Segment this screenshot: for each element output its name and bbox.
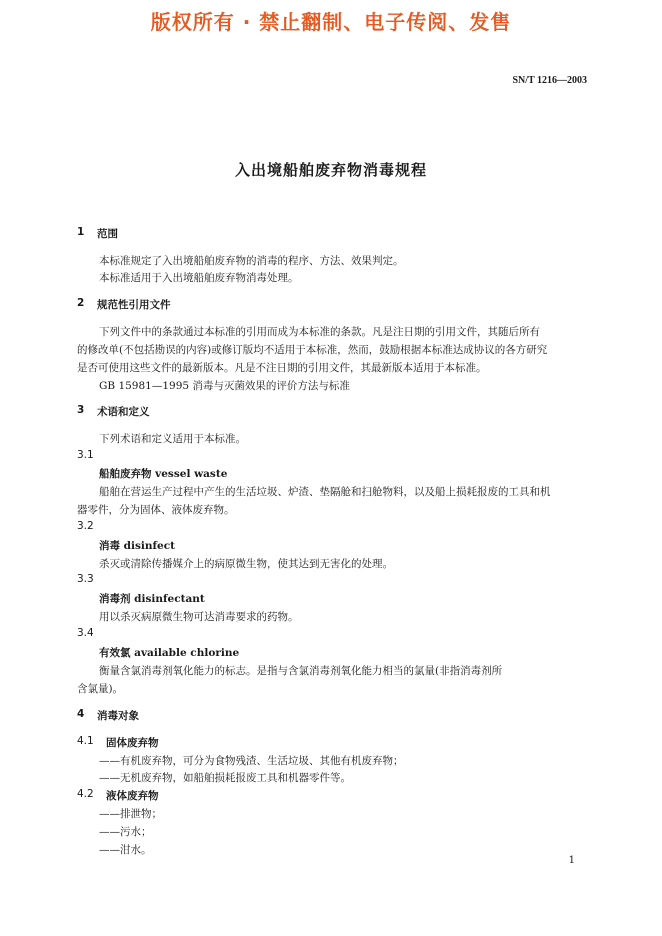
subsection-4-1-title: 固体废弃物: [106, 737, 159, 749]
subsection-4-1-number: 4.1: [77, 735, 94, 747]
term-3-2-definition: 杀灭或清除传播媒介上的病原微生物，使其达到无害化的处理。: [99, 558, 393, 570]
term-3-2-number: 3.2: [77, 520, 94, 532]
term-3-4-definition-line-2: 含氯量)。: [77, 683, 124, 695]
section-2-reference: GB 15981—1995 消毒与灭菌效果的评价方法与标准: [99, 380, 350, 392]
subsection-4-1-item-2: ——无机废弃物，如船舶损耗报废工具和机器零件等。: [99, 772, 351, 784]
subsection-4-2-item-2: ——污水；: [99, 826, 152, 838]
term-3-2-title: 消毒 disinfect: [99, 540, 175, 552]
copyright-banner: 版权所有 · 禁止翻制、电子传阅、发售: [150, 10, 512, 34]
section-2-paragraph-line-3: 是否可使用这些文件的最新版本。凡是不注日期的引用文件，其最新版本适用于本标准。: [77, 362, 487, 374]
section-1-number: 1: [77, 226, 85, 238]
standard-code: SN/T 1216—2003: [512, 75, 587, 86]
section-2-paragraph-line-1: 下列文件中的条款通过本标准的引用而成为本标准的条款。凡是注日期的引用文件，其随后所有: [99, 326, 540, 338]
section-1-paragraph-2: 本标准适用于入出境船舶废弃物消毒处理。: [99, 272, 299, 284]
subsection-4-2-item-1: ——排泄物；: [99, 808, 162, 820]
section-2-paragraph-line-2: 的修改单(不包括勘误的内容)或修订版均不适用于本标准，然而，鼓励根据本标准达成协议的各方研究: [77, 344, 548, 356]
term-3-3-number: 3.3: [77, 573, 94, 585]
page-number: 1: [568, 855, 575, 866]
term-3-1-title: 船舶废弃物 vessel waste: [99, 468, 228, 480]
term-3-4-number: 3.4: [77, 627, 94, 639]
section-3-title: 术语和定义: [97, 406, 150, 418]
subsection-4-2-item-3: ——泔水。: [99, 844, 152, 856]
term-3-4-definition-line-1: 衡量含氯消毒剂氧化能力的标志。是指与含氯消毒剂氧化能力相当的氯量(非指消毒剂所: [99, 665, 503, 677]
section-1-paragraph-1: 本标准规定了入出境船舶废弃物的消毒的程序、方法、效果判定。: [99, 255, 404, 267]
term-3-3-title: 消毒剂 disinfectant: [99, 593, 205, 605]
subsection-4-2-number: 4.2: [77, 788, 94, 800]
section-4-title: 消毒对象: [97, 710, 139, 722]
term-3-4-title: 有效氯 available chlorine: [99, 647, 240, 659]
document-title: 入出境船舶废弃物消毒规程: [234, 161, 427, 179]
section-3-number: 3: [77, 404, 85, 416]
subsection-4-2-title: 液体废弃物: [106, 790, 159, 802]
section-2-title: 规范性引用文件: [97, 299, 171, 311]
section-4-number: 4: [77, 708, 85, 720]
section-2-number: 2: [77, 297, 85, 309]
term-3-3-definition: 用以杀灭病原微生物可达消毒要求的药物。: [99, 611, 299, 623]
term-3-1-definition-line-2: 器零件，分为固体、液体废弃物。: [77, 504, 235, 516]
subsection-4-1-item-1: ——有机废弃物，可分为食物残渣、生活垃圾、其他有机废弃物；: [99, 755, 404, 767]
term-3-1-number: 3.1: [77, 449, 94, 461]
section-1-title: 范围: [97, 228, 118, 240]
section-3-intro: 下列术语和定义适用于本标准。: [99, 433, 246, 445]
term-3-1-definition-line-1: 船舶在营运生产过程中产生的生活垃圾、炉渣、垫隔舱和扫舱物料，以及船上损耗报废的工具和机: [99, 486, 551, 498]
